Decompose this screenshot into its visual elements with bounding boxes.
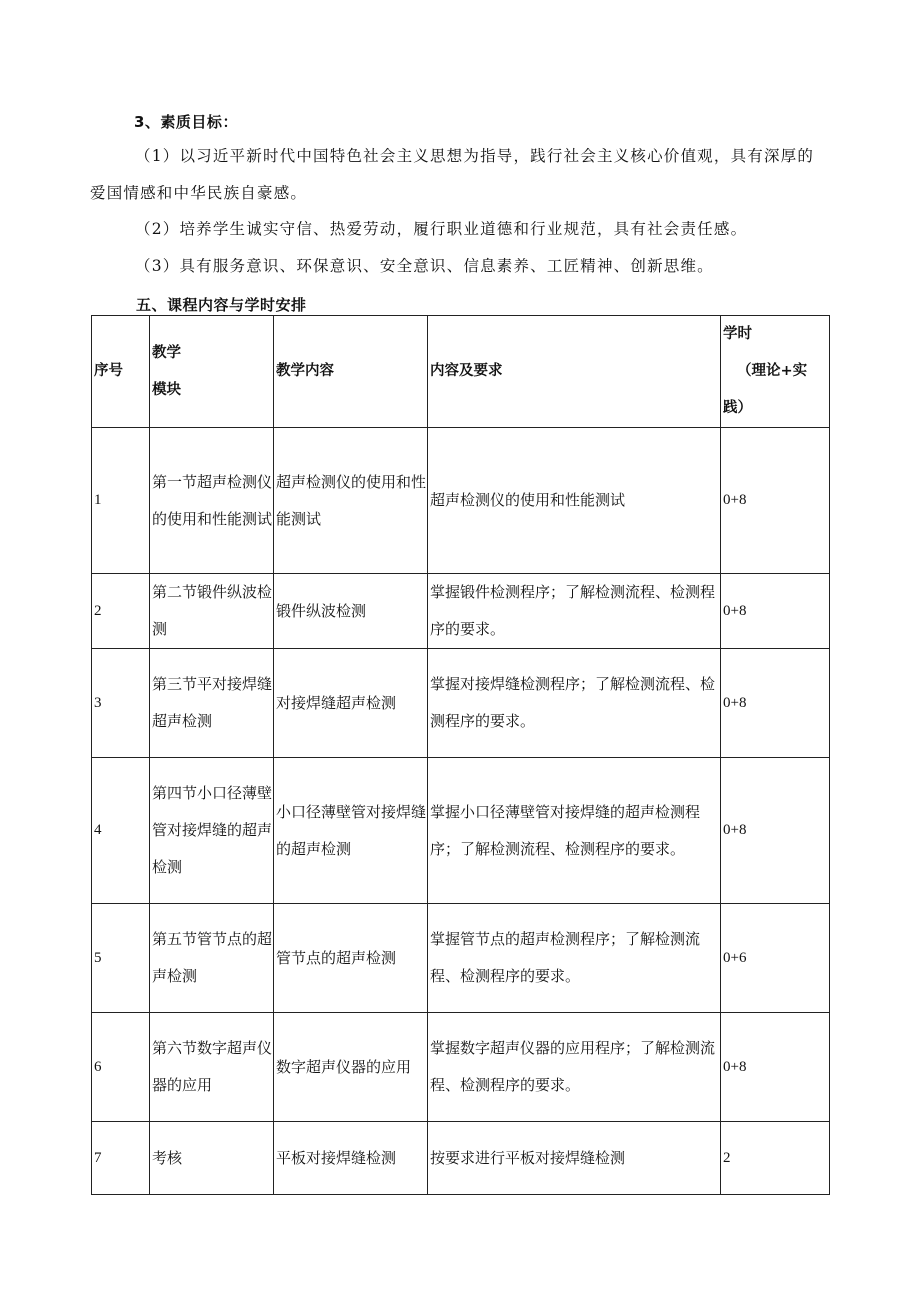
header-module-line2: 模块	[152, 381, 181, 398]
header-seq: 序号	[92, 316, 150, 428]
row-seq: 2	[92, 574, 150, 649]
table-header-row	[92, 316, 830, 428]
row-content: 小口径薄壁管对接焊缝的超声检测	[274, 758, 428, 904]
section-5-heading: 五、课程内容与学时安排	[136, 296, 307, 314]
section-3-heading: 3、素质目标：	[134, 113, 238, 131]
row-hours: 0+8	[721, 574, 830, 649]
row-hours: 0+8	[721, 428, 830, 574]
row-hours: 0+6	[721, 904, 830, 1013]
row-seq: 5	[92, 904, 150, 1013]
row-requirements: 掌握管节点的超声检测程序；了解检测流程、检测程序的要求。	[428, 904, 721, 1013]
header-module-line1: 教学	[152, 344, 181, 361]
row-module: 第三节平对接焊缝超声检测	[150, 649, 274, 758]
course-schedule-table	[91, 315, 830, 1195]
row-seq: 3	[92, 649, 150, 758]
table-row	[92, 758, 830, 904]
row-module: 第六节数字超声仪器的应用	[150, 1013, 274, 1122]
row-seq: 6	[92, 1013, 150, 1122]
row-content: 锻件纵波检测	[274, 574, 428, 649]
row-content: 对接焊缝超声检测	[274, 649, 428, 758]
row-content: 管节点的超声检测	[274, 904, 428, 1013]
row-requirements: 掌握数字超声仪器的应用程序；了解检测流程、检测程序的要求。	[428, 1013, 721, 1122]
table-row	[92, 1013, 830, 1122]
row-requirements: 掌握对接焊缝检测程序；了解检测流程、检测程序的要求。	[428, 649, 721, 758]
header-hours-line3: 践）	[723, 400, 752, 416]
row-requirements: 掌握锻件检测程序；了解检测流程、检测程序的要求。	[428, 574, 721, 649]
quality-goal-3: （3）具有服务意识、环保意识、安全意识、信息素养、工匠精神、创新思维。	[135, 257, 714, 275]
row-requirements: 掌握小口径薄壁管对接焊缝的超声检测程序；了解检测流程、检测程序的要求。	[428, 758, 721, 904]
row-module: 第五节管节点的超声检测	[150, 904, 274, 1013]
quality-goal-1: （1）以习近平新时代中国特色社会主义思想为指导，践行社会主义核心价值观，具有深厚的爱国情感和中华民族自豪感。	[90, 147, 815, 202]
row-seq: 4	[92, 758, 150, 904]
table-row	[92, 428, 830, 574]
row-module: 考核	[150, 1122, 274, 1195]
table-row	[92, 1122, 830, 1195]
row-requirements: 超声检测仪的使用和性能测试	[428, 428, 721, 574]
row-seq: 7	[92, 1122, 150, 1195]
row-requirements: 按要求进行平板对接焊缝检测	[428, 1122, 721, 1195]
table-row	[92, 904, 830, 1013]
table-row	[92, 574, 830, 649]
header-hours	[721, 316, 830, 428]
quality-goal-2: （2）培养学生诚实守信、热爱劳动，履行职业道德和行业规范，具有社会责任感。	[135, 220, 748, 238]
header-requirements: 内容及要求	[428, 316, 721, 428]
row-module: 第一节超声检测仪的使用和性能测试	[150, 428, 274, 574]
row-hours: 0+8	[721, 758, 830, 904]
row-content: 数字超声仪器的应用	[274, 1013, 428, 1122]
row-hours: 0+8	[721, 649, 830, 758]
row-content: 超声检测仪的使用和性能测试	[274, 428, 428, 574]
header-module	[150, 316, 274, 428]
row-seq: 1	[92, 428, 150, 574]
row-hours: 0+8	[721, 1013, 830, 1122]
table-row	[92, 649, 830, 758]
row-hours: 2	[721, 1122, 830, 1195]
row-module: 第四节小口径薄壁管对接焊缝的超声检测	[150, 758, 274, 904]
row-module: 第二节锻件纵波检测	[150, 574, 274, 649]
header-hours-line2: （理论+实	[737, 363, 808, 379]
row-content: 平板对接焊缝检测	[274, 1122, 428, 1195]
header-content: 教学内容	[274, 316, 428, 428]
header-hours-line1: 学时	[723, 326, 752, 342]
